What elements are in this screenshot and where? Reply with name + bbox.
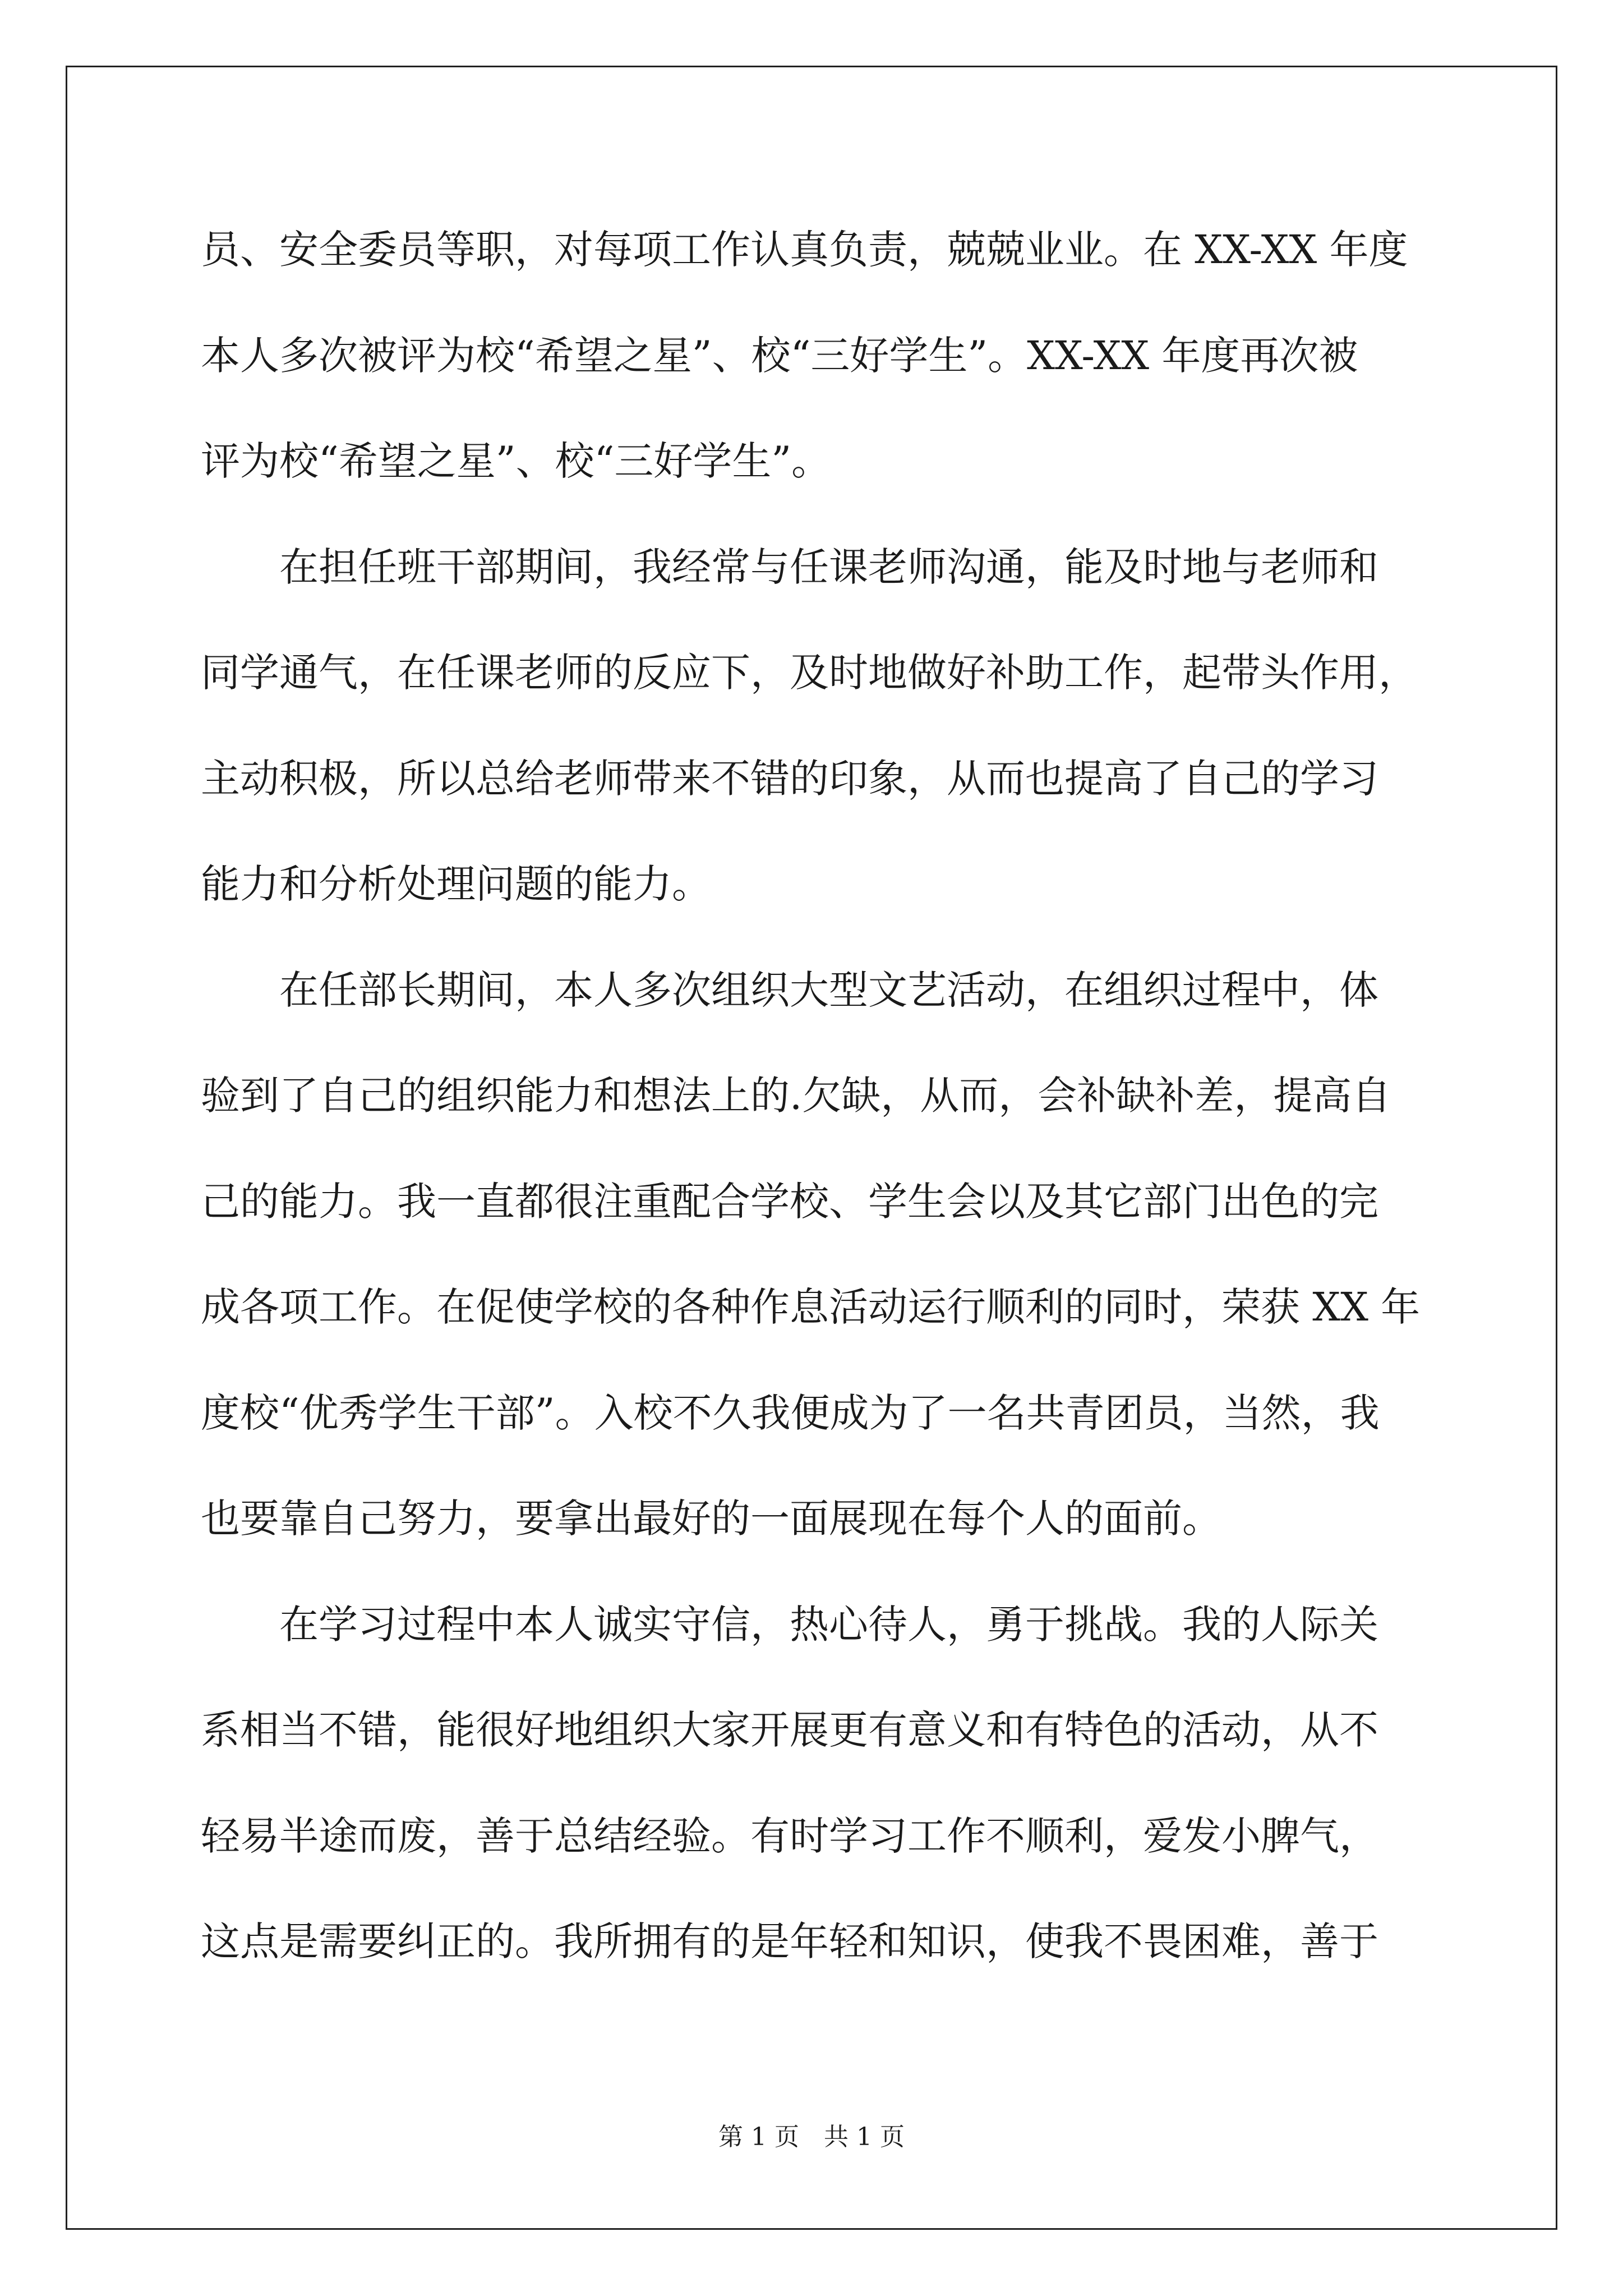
text-line: 同学通气，在任课老师的反应下，及时地做好补助工作，起带头作用， bbox=[201, 650, 1418, 696]
text-line: 员、安全委员等职，对每项工作认真负责，兢兢业业。在 XX-XX 年度 bbox=[201, 227, 1408, 273]
text-line: 在担任班干部期间，我经常与任课老师沟通，能及时地与老师和 bbox=[201, 544, 1378, 590]
text-line: 轻易半途而废，善于总结经验。有时学习工作不顺利，爱发小脾气， bbox=[201, 1812, 1378, 1859]
text-line: 能力和分析处理问题的能力。 bbox=[201, 861, 711, 907]
document-body bbox=[201, 216, 1445, 2014]
text-line: 也要靠自己努力，要拿出最好的一面展现在每个人的面前。 bbox=[201, 1496, 1221, 1542]
page-number-footer: 第 1 页 共 1 页 bbox=[718, 2123, 905, 2151]
text-line: 在任部长期间，本人多次组织大型文艺活动，在组织过程中，体 bbox=[201, 967, 1378, 1013]
text-line: 验到了自己的组织能力和想法上的.欠缺，从而，会补缺补差，提高自 bbox=[201, 1073, 1391, 1119]
text-line: 在学习过程中本人诚实守信，热心待人，勇于挑战。我的人际关 bbox=[201, 1601, 1378, 1648]
text-line: 度校“优秀学生干部”。入校不久我便成为了一名共青团员，当然，我 bbox=[201, 1389, 1380, 1436]
text-line: 本人多次被评为校“希望之星”、校“三好学生”。XX-XX 年度再次被 bbox=[201, 332, 1358, 379]
text-line: 系相当不错，能很好地组织大家开展更有意义和有特色的活动，从不 bbox=[201, 1707, 1378, 1753]
text-line: 成各项工作。在促使学校的各种作息活动运行顺利的同时，荣获 XX 年 bbox=[201, 1284, 1421, 1330]
text-line: 主动积极，所以总给老师带来不错的印象，从而也提高了自己的学习 bbox=[201, 755, 1378, 802]
text-line: 这点是需要纠正的。我所拥有的是年轻和知识，使我不畏困难，善于 bbox=[201, 1918, 1378, 1964]
text-line: 己的能力。我一直都很注重配合学校、学生会以及其它部门出色的完 bbox=[201, 1178, 1378, 1225]
text-line: 评为校“希望之星”、校“三好学生”。 bbox=[201, 438, 831, 484]
